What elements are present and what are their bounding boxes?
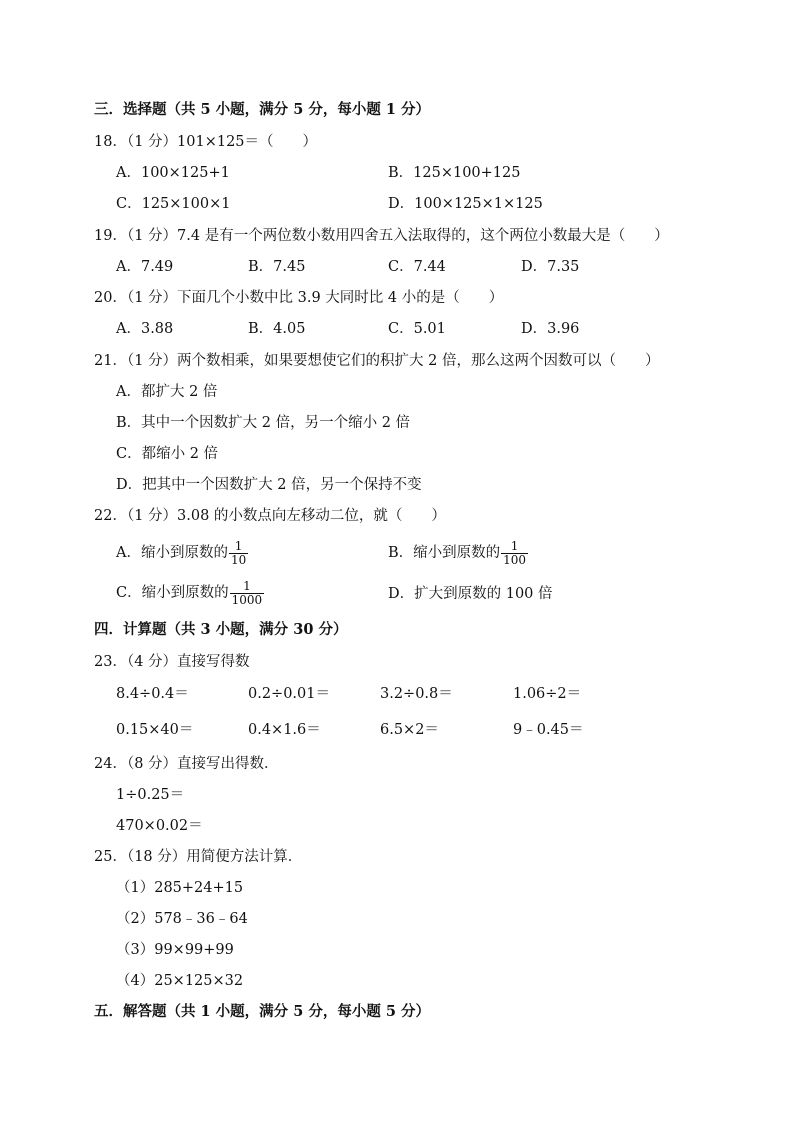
- question-18-option-b: B．125×100+125: [388, 165, 521, 181]
- fraction-numerator: 1: [234, 538, 243, 553]
- question-19-option-d: D．7.35: [521, 259, 580, 275]
- calc-item: （1）285+24+15: [116, 880, 244, 896]
- calc-item: （3）99×99+99: [116, 942, 234, 958]
- calc-item: 1.06÷2＝: [513, 686, 582, 702]
- question-21-option-a: A．都扩大 2 倍: [116, 384, 218, 400]
- question-25-stem: 25．（18 分）用简便方法计算．: [94, 849, 303, 865]
- question-20-option-a: A．3.88: [116, 321, 174, 337]
- question-21-option-d: D．把其中一个因数扩大 2 倍，另一个保持不变: [116, 477, 422, 493]
- question-22-option-d: D．扩大到原数的 100 倍: [388, 586, 553, 602]
- question-21-stem: 21．（1 分）两个数相乘，如果要想使它们的积扩大 2 倍，那么这两个因数可以（ ）: [94, 353, 660, 369]
- fraction-one-hundredth: [501, 540, 528, 567]
- calc-item: 0.2÷0.01＝: [248, 686, 330, 702]
- option-c-text: C．缩小到原数的: [116, 585, 229, 601]
- question-20-option-b: B．4.05: [248, 321, 306, 337]
- fraction-numerator: 1: [243, 578, 251, 593]
- question-22-option-c: [116, 578, 264, 608]
- question-22-stem: 22．（1 分）3.08 的小数点向左移动二位，就（ ）: [94, 508, 446, 524]
- fraction-one-tenth: [229, 540, 248, 567]
- calc-item: 3.2÷0.8＝: [380, 686, 453, 702]
- calc-item: 8.4÷0.4＝: [116, 686, 189, 702]
- section-4-heading: 四．计算题（共 3 小题，满分 30 分）: [94, 621, 348, 638]
- section-5-heading: 五．解答题（共 1 小题，满分 5 分，每小题 5 分）: [94, 1003, 431, 1020]
- question-19-stem: 19．（1 分）7.4 是有一个两位数小数用四舍五入法取得的，这个两位小数最大是（ ）: [94, 228, 669, 244]
- calc-item: （2）578﹣36﹣64: [116, 911, 248, 927]
- option-a-text: A．缩小到原数的: [116, 545, 228, 561]
- fraction-one-thousandth: [230, 580, 265, 607]
- question-20-stem: 20．（1 分）下面几个小数中比 3.9 大同时比 4 小的是（ ）: [94, 290, 504, 306]
- question-18-option-d: D．100×125×1×125: [388, 196, 543, 212]
- fraction-denominator: 1000: [231, 592, 263, 607]
- question-24-stem: 24．（8 分）直接写出得数．: [94, 756, 279, 772]
- question-22-option-b: [388, 538, 528, 568]
- question-19-option-b: B．7.45: [248, 259, 306, 275]
- calc-item: 0.15×40＝: [116, 722, 194, 738]
- calc-item: 9﹣0.45＝: [513, 722, 584, 738]
- section-3-heading: 三．选择题（共 5 小题，满分 5 分，每小题 1 分）: [94, 101, 431, 118]
- question-18-stem: 18．（1 分）101×125＝（ ）: [94, 134, 318, 150]
- question-21-option-c: C．都缩小 2 倍: [116, 446, 219, 462]
- fraction-denominator: 100: [503, 552, 527, 567]
- question-18-option-c: C．125×100×1: [116, 196, 231, 212]
- option-b-text: B．缩小到原数的: [388, 545, 501, 561]
- calc-item: 6.5×2＝: [380, 722, 439, 738]
- question-18-option-a: A．100×125+1: [116, 165, 230, 181]
- question-20-option-d: D．3.96: [521, 321, 580, 337]
- fraction-denominator: 10: [230, 552, 247, 567]
- calc-item: 470×0.02＝: [116, 818, 203, 834]
- fraction-numerator: 1: [510, 538, 519, 553]
- question-21-option-b: B．其中一个因数扩大 2 倍，另一个缩小 2 倍: [116, 415, 411, 431]
- question-23-stem: 23．（4 分）直接写得数: [94, 654, 250, 670]
- calc-item: 0.4×1.6＝: [248, 722, 321, 738]
- question-20-option-c: C．5.01: [388, 321, 446, 337]
- question-19-option-c: C．7.44: [388, 259, 446, 275]
- question-19-option-a: A．7.49: [116, 259, 174, 275]
- question-22-option-a: [116, 538, 248, 568]
- calc-item: 1÷0.25＝: [116, 787, 185, 803]
- calc-item: （4）25×125×32: [116, 973, 244, 989]
